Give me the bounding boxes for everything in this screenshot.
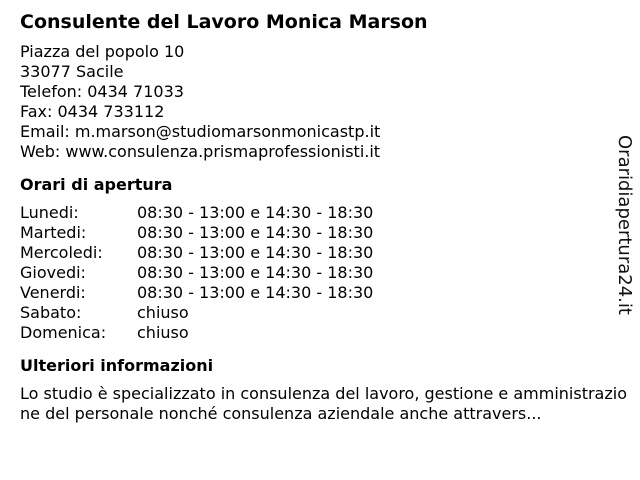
day-label: Giovedi:: [20, 263, 86, 282]
day-label: Venerdi:: [20, 283, 86, 302]
phone[interactable]: Telefon: 0434 71033: [20, 82, 184, 101]
hours-row-monday: [20, 203, 620, 223]
day-label: Lunedi:: [20, 203, 79, 222]
time-value: 08:30 - 13:00 e 14:30 - 18:30: [137, 243, 374, 262]
time-value: 08:30 - 13:00 e 14:30 - 18:30: [137, 223, 374, 242]
time-value: chiuso: [137, 323, 189, 342]
day-label: Mercoledi:: [20, 243, 103, 262]
watermark: Oraridiapertura24.it: [614, 135, 635, 315]
day-label: Martedi:: [20, 223, 87, 242]
address-street: Piazza del popolo 10: [20, 42, 185, 61]
info-text: Lo studio è specializzato in consulenza del lavoro, gestione e amministrazione del personale nonché consulenza aziendale anche attravers...: [20, 384, 627, 423]
day-label: Sabato:: [20, 303, 82, 322]
website[interactable]: Web: www.consulenza.prismaprofessionisti.it: [20, 142, 381, 161]
fax: Fax: 0434 733112: [20, 102, 165, 121]
email[interactable]: Email: m.marson@studiomarsonmonicastp.it: [20, 122, 381, 141]
hours-title: Orari di apertura: [20, 175, 173, 194]
hours-row-wednesday: [20, 243, 620, 263]
day-label: Domenica:: [20, 323, 107, 342]
hours-row-tuesday: [20, 223, 620, 243]
hours-row-sunday: [20, 323, 620, 343]
time-value: 08:30 - 13:00 e 14:30 - 18:30: [137, 263, 374, 282]
hours-row-saturday: [20, 303, 620, 323]
time-value: 08:30 - 13:00 e 14:30 - 18:30: [137, 283, 374, 302]
hours-table: [20, 203, 620, 343]
info-title: Ulteriori informazioni: [20, 356, 214, 375]
time-value: 08:30 - 13:00 e 14:30 - 18:30: [137, 203, 374, 222]
time-value: chiuso: [137, 303, 189, 322]
business-name: Consulente del Lavoro Monica Marson: [20, 11, 428, 33]
address-city: 33077 Sacile: [20, 62, 124, 81]
hours-row-friday: [20, 283, 620, 303]
hours-row-thursday: [20, 263, 620, 283]
